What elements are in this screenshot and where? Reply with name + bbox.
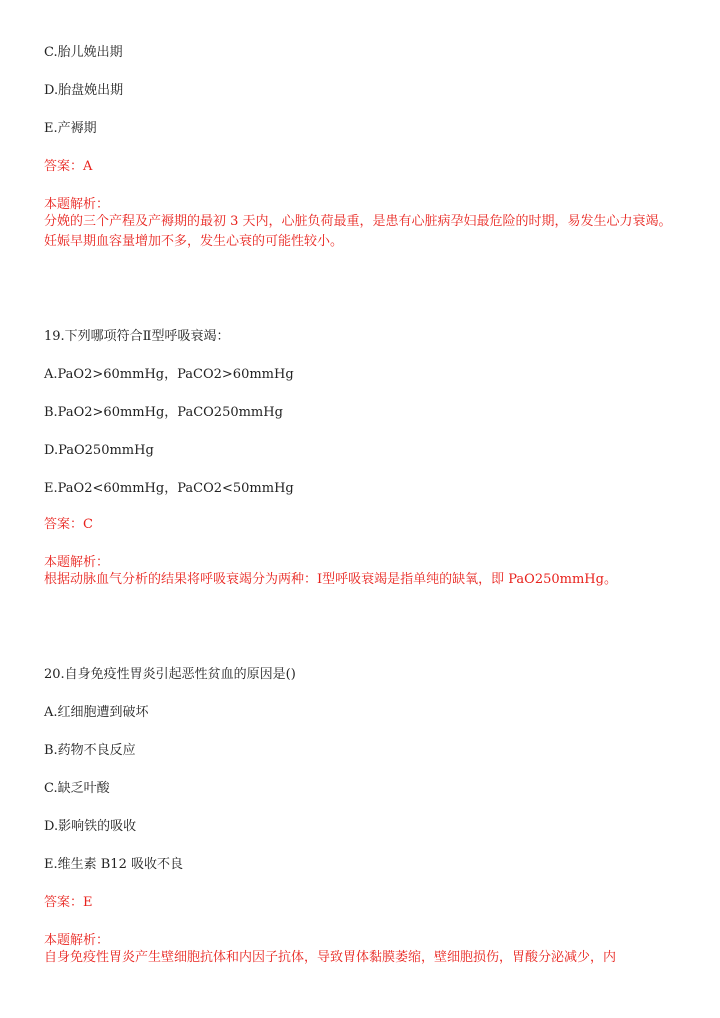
q18-analysis-text: 分娩的三个产程及产褥期的最初 3 天内，心脏负荷最重，是患有心脏病孕妇最危险的时期，易发生心力衰竭。妊娠早期血容量增加不多，发生心衰的可能性较小。	[44, 214, 672, 249]
q20-option-b: B.药物不良反应	[44, 743, 136, 758]
q20-option-e: E.维生素 B12 吸收不良	[44, 857, 183, 872]
q19-analysis-text: 根据动脉血气分析的结果将呼吸衰竭分为两种：Ⅰ型呼吸衰竭是指单纯的缺氧，即 PaO250mmHg。	[44, 572, 617, 587]
q20-analysis-text: 自身免疫性胃炎产生壁细胞抗体和内因子抗体，导致胃体黏膜萎缩，壁细胞损伤，胃酸分泌减少，内	[44, 950, 617, 965]
q19-analysis-label: 本题解析：	[44, 555, 110, 570]
q19-option-d: D.PaO250mmHg	[44, 443, 154, 458]
q20-answer: 答案：E	[44, 895, 93, 910]
q20-option-d: D.影响铁的吸收	[44, 819, 137, 834]
q19-question: 19.下列哪项符合Ⅱ型呼吸衰竭：	[44, 329, 230, 344]
q20-question: 20.自身免疫性胃炎引起恶性贫血的原因是()	[44, 667, 296, 682]
q18-option-d: D.胎盘娩出期	[44, 83, 124, 98]
q20-option-c: C.缺乏叶酸	[44, 781, 110, 796]
q19-option-b: B.PaO2>60mmHg，PaCO250mmHg	[44, 405, 283, 420]
q19-option-a: A.PaO2>60mmHg，PaCO2>60mmHg	[44, 367, 294, 382]
q20-option-a: A.红细胞遭到破坏	[44, 705, 149, 720]
q19-option-e: E.PaO2<60mmHg，PaCO2<50mmHg	[44, 481, 294, 496]
q20-analysis-label: 本题解析：	[44, 933, 110, 948]
q18-answer: 答案：A	[44, 159, 93, 174]
q18-analysis-label: 本题解析：	[44, 197, 110, 212]
q19-answer: 答案：C	[44, 517, 93, 532]
q18-option-e: E.产褥期	[44, 121, 97, 136]
q18-option-c: C.胎儿娩出期	[44, 45, 123, 60]
